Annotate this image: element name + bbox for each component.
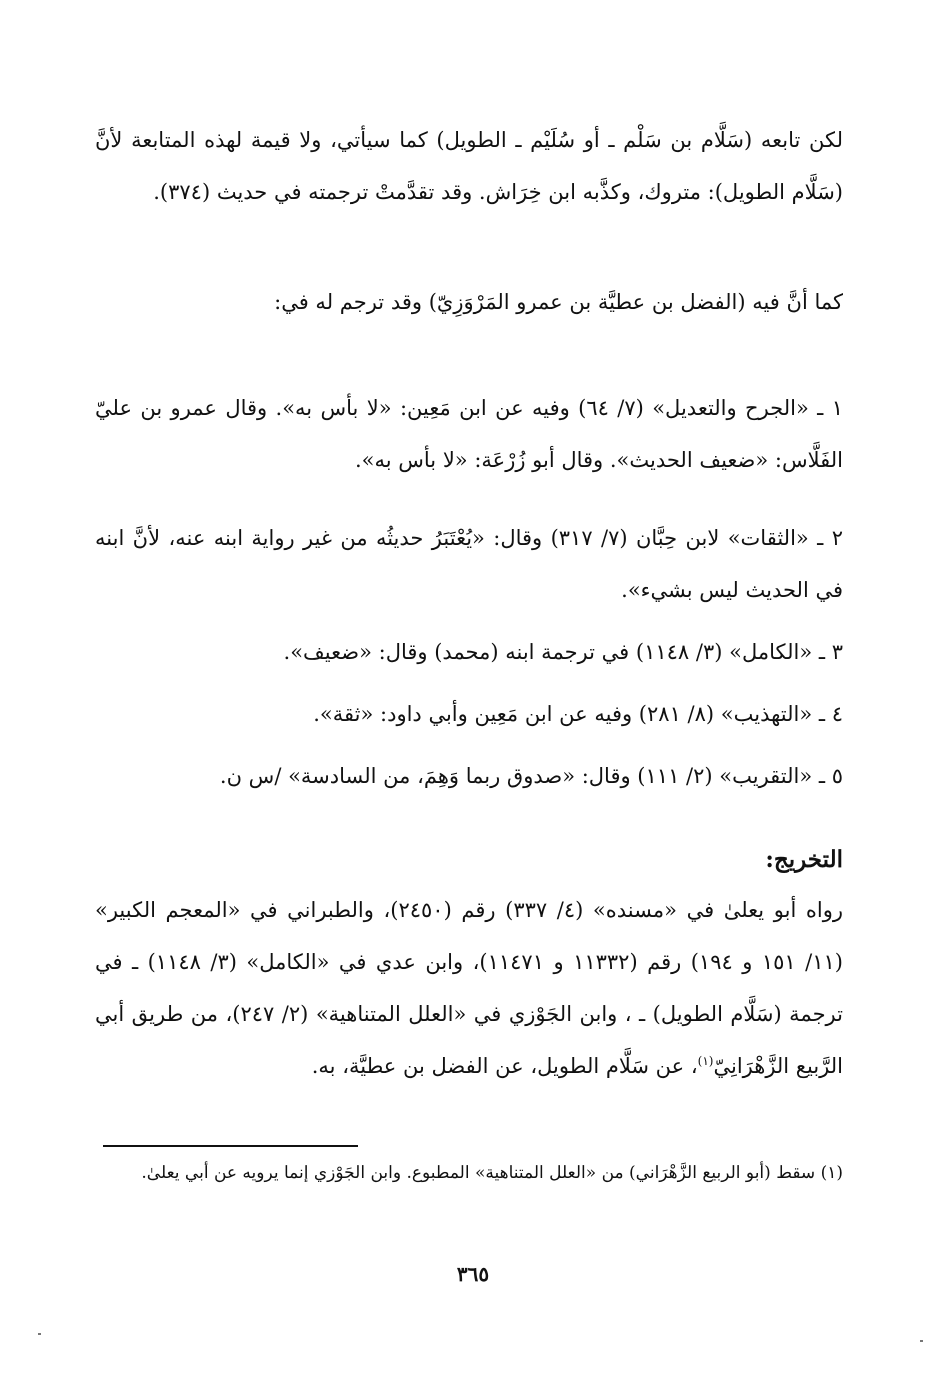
takhrij-paragraph (95, 884, 843, 1092)
paragraph-text: كما أنَّ فيه (الفضل بن عطيَّة بن عمرو المَرْوَزِيّ) وقد ترجم له في: (274, 290, 843, 314)
takhrij-text-after: ، عن سَلَّام الطويل، عن الفضل بن عطيَّة، به. (311, 1054, 698, 1078)
list-item: ٢ ـ «الثقات» لابن حِبَّان (٧/ ٣١٧) وقال: «يُعْتَبَرُ حديثُه من غير رواية ابنه عنه، لأنَّ ابنه في الحديث ليس بشيء». (95, 526, 843, 602)
paragraph-mutaba (95, 114, 843, 218)
section-heading: التخريج: (765, 846, 843, 873)
footnote-divider (103, 1145, 358, 1147)
biography-sources-list (95, 330, 843, 802)
list-item: ٣ ـ «الكامل» (٣/ ١١٤٨) في ترجمة ابنه (محمد) وقال: «ضعيف». (283, 640, 843, 664)
takhrij-text-before: رواه أبو يعلىٰ في «مسنده» (٤/ ٣٣٧) رقم (٢٤٥٠)، والطبراني في «المعجم الكبير» (١١/ ١٥١ و ١٩٤) رقم (١١٣٣٢ و ١١٤٧١)، وابن عدي في «الكامل» (٣/ ١١٤٨) ـ في ترجمة (سَلَّام الطويل) ـ ، وابن الجَوْزي في «العلل المتناهية» (٢/ ٢٤٧)، من طريق أبي الرَّبيع الزَّهْرَانِيّ (95, 898, 843, 1078)
paragraph-text: لكن تابعه (سَلَّام بن سَلْم ـ أو سُلَيْم ـ الطويل) كما سيأتي، ولا قيمة لهذه المتابعة لأنَّ (سَلَّام الطويل): متروك، وكذَّبه ابن خِرَاش. وقد تقدَّمتْ ترجمته في حديث (٣٧٤). (95, 128, 843, 204)
footnote: (١) سقط (أبو الربيع الزَّهْرَاني) من «العلل المتناهية» المطبوع. وابن الجَوْزي إنما يرويه عن أبي يعلىٰ. (141, 1163, 843, 1183)
footnote-marker[interactable]: (١) (697, 1054, 714, 1068)
page-number: ٣٦٥ (456, 1262, 490, 1286)
paragraph-fadl-intro (95, 276, 843, 328)
list-item: ٤ ـ «التهذيب» (٨/ ٢٨١) وفيه عن ابن مَعِين وأبي داود: «ثقة». (313, 702, 843, 726)
scan-speck (38, 1333, 41, 1335)
paragraph-text (95, 884, 843, 1092)
list-item: ١ ـ «الجرح والتعديل» (٧/ ٦٤) وفيه عن ابن مَعِين: «لا بأس به». وقال عمرو بن عليّ الفَلَّاس: «ضعيف الحديث». وقال أبو زُرْعَة: «لا بأس به». (95, 396, 843, 472)
scan-speck (920, 1340, 923, 1342)
list-item: ٥ ـ «التقريب» (٢/ ١١١) وقال: «صدوق ربما وَهِمَ، من السادسة» /س ن. (219, 764, 843, 788)
